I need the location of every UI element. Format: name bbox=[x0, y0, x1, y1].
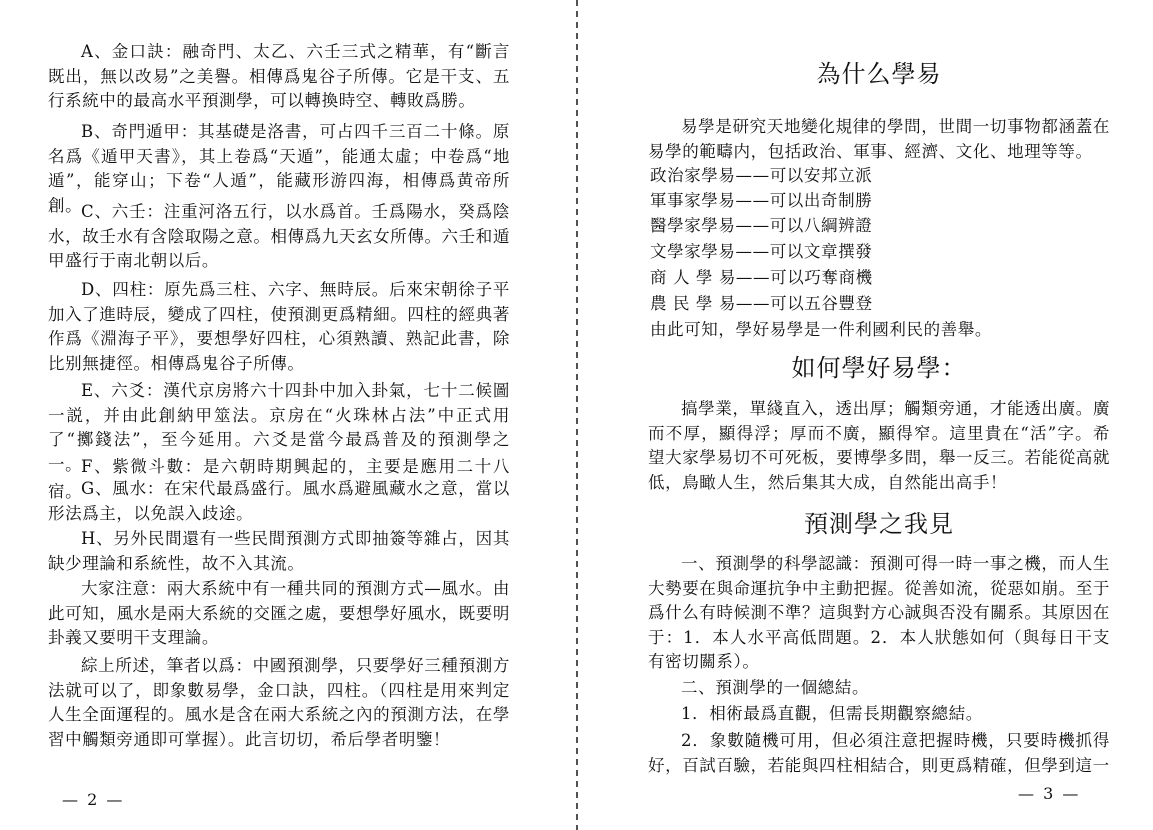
section-heading: 預測學之我見 bbox=[804, 510, 954, 538]
page-number: — 3 — bbox=[1018, 784, 1081, 803]
book-gutter bbox=[576, 0, 578, 830]
list-item: 軍事家學易——可以出奇制勝 bbox=[650, 191, 873, 210]
list-item: 商 人 學 易——可以巧奪商機 bbox=[650, 268, 873, 287]
page-number: — 2 — bbox=[62, 790, 125, 809]
paragraph-f-ziwei: F、紫微斗數：是六朝時期興起的，主要是應用二十八宿。 bbox=[48, 457, 510, 501]
list-item: 政治家學易——可以安邦立派 bbox=[650, 166, 873, 185]
list-item: 醫學家學易——可以八綱辨證 bbox=[650, 216, 873, 235]
paragraph-note: 大家注意：兩大系統中有一種共同的預測方式—風水。由此可知，風水是兩大系統的交匯之處，要想學好風水，既要明卦義又要明干支理論。 bbox=[48, 579, 510, 648]
section-heading: 如何學好易學： bbox=[791, 354, 967, 382]
conclusion: 由此可知，學好易學是一件利國利民的善舉。 bbox=[650, 320, 992, 339]
paragraph-b-qimen: B、奇門遁甲：其基礎是洛書，可占四千三百二十條。原名爲《遁甲天書》，其上卷爲“天遁”，能通太虛；中卷爲“地遁”，能穿山；下卷“人遁”，能藏形游四海，相傳爲黄帝所創。 bbox=[48, 122, 510, 215]
paragraph-e-liuyao: E、六爻：漢代京房將六十四卦中加入卦氣，七十二候圖一説，并由此創納甲筮法。京房在“火珠林占法”中正式用了“擲錢法”，至今延用。六爻是當今最爲普及的預測學之一。 bbox=[48, 381, 510, 474]
list-item: 農 民 學 易——可以五谷豐登 bbox=[650, 294, 873, 313]
right-page bbox=[588, 0, 1153, 830]
paragraph-g-fengshui: G、風水：在宋代最爲盛行。風水爲避風藏水之意，當以形法爲主，以免誤入歧途。 bbox=[48, 479, 510, 523]
paragraph-c-liuren: C、六壬：注重河洛五行，以水爲首。壬爲陽水，癸爲陰水，故壬水有含陰取陽之意。相傳爲九天玄女所傳。六壬和遁甲盛行于南北朝以后。 bbox=[48, 202, 510, 271]
intro-paragraph: 易學是研究天地變化規律的學問，世間一切事物都涵蓋在易學的範疇内，包括政治、軍事、經濟、文化、地理等等。 bbox=[648, 117, 1110, 161]
section-title: 為什么學易 bbox=[816, 60, 942, 88]
paragraph-a-jinkoujue: A、金口訣：融奇門、太乙、六壬三式之精華，有“斷言既出，無以改易”之美譽。相傳爲鬼谷子所傳。它是干支、五行系統中的最高水平預測學，可以轉換時空、轉敗爲勝。 bbox=[48, 42, 510, 111]
paragraph-summary: 綜上所述，筆者以爲：中國預測學，只要學好三種預測方法就可以了，即象數易學，金口訣，四柱。（四柱是用來判定人生全面運程的。風水是含在兩大系統之內的預測方法，在學習中觸類旁通即可掌握）。此言切切，希后學者明鑒！ bbox=[48, 656, 510, 749]
paragraph-item-1: 1．相術最爲直觀，但需長期觀察總結。 bbox=[681, 704, 983, 723]
paragraph-how-to-learn: 搞學業，單綫直入，透出厚；觸類旁通，才能透出廣。廣而不厚，顯得浮；厚而不廣，顯得窄。這里貴在“活”字。希望大家學易切不可死板，要博學多問，舉一反三。若能從高就低，鳥瞰人生，然后集其大成，自然能出高手！ bbox=[648, 399, 1110, 492]
left-page bbox=[0, 0, 566, 830]
paragraph-d-sizhu: D、四柱：原先爲三柱、六字、無時辰。后來宋朝徐子平加入了進時辰，變成了四柱，使預測更爲精細。四柱的經典著作爲《淵海子平》，要想學好四柱，心須熟讀、熟記此書，除比别無捷徑。相傳爲鬼谷子所傳。 bbox=[48, 280, 510, 373]
paragraph-summary-heading: 二、預測學的一個總結。 bbox=[681, 678, 870, 697]
paragraph-item-2: 2．象數隨機可用，但必須注意把握時機，只要時機抓得好，百試百驗，若能與四柱相結合，則更爲精確，但學到這一 bbox=[648, 731, 1110, 775]
paragraph-scientific-view: 一、預測學的科學認識：預測可得一時一事之機，而人生大勢要在與命運抗争中主動把握。從善如流，從惡如崩。至于爲什么有時候測不準？這與對方心誠與否没有關系。其原因在于：1．本人水平高低問題。2．本人狀態如何（與每日干支有密切關系）。 bbox=[648, 554, 1110, 672]
paragraph-h-other: H、另外民間還有一些民間預測方式即抽簽等雜占，因其缺少理論和系統性，故不入其流。 bbox=[48, 529, 510, 573]
list-item: 文學家學易——可以文章撰發 bbox=[650, 242, 873, 261]
